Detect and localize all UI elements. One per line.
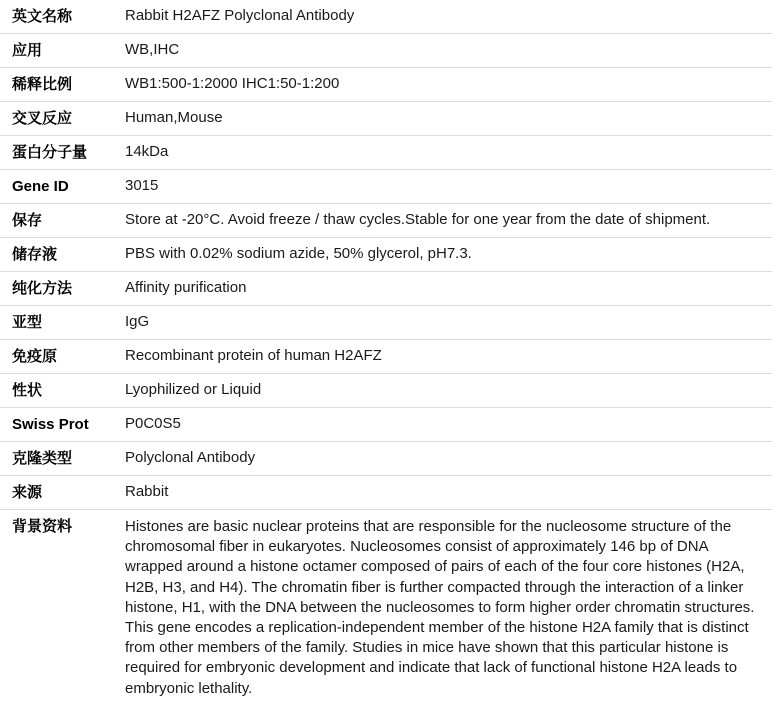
row-value: 3015 [125, 177, 159, 195]
row-value: Human,Mouse [125, 109, 223, 127]
row-value: WB,IHC [125, 41, 180, 59]
row-label: 克隆类型 [12, 449, 73, 467]
table-row [0, 68, 772, 102]
table-row [0, 0, 772, 34]
row-label: Swiss Prot [12, 415, 89, 433]
table-row [0, 408, 772, 442]
row-value: Histones are basic nuclear proteins that are responsible for the nucleosome structure of the chromosomal fiber in eukaryotes. Nucleosomes consist of approximately 146 bp of DNA wrapped around a histone octamer composed of pairs of each of the four core histones (H2A, H2B, H3, and H4). The chromatin fiber is further compacted through the interaction of a linker histone, H1, with the DNA between the nucleosomes to form higher order chromatin structures. This gene encodes a replication-independent member of the histone H2A family that is distinct from other members of the family. Studies in mice have shown that this particular histone is required for embryonic development and indicate that lack of functional histone H2A leads to embryonic lethality. [125, 518, 755, 697]
table-row [0, 102, 772, 136]
table-row [0, 238, 772, 272]
row-label: 蛋白分子量 [12, 143, 88, 161]
table-row [0, 136, 772, 170]
row-label: 免疫原 [12, 347, 58, 365]
row-value: IgG [125, 313, 150, 331]
row-value: P0C0S5 [125, 415, 181, 433]
row-label: 保存 [12, 211, 43, 229]
row-value: Polyclonal Antibody [125, 449, 256, 467]
row-value: Rabbit [125, 483, 169, 501]
row-value: PBS with 0.02% sodium azide, 50% glycerol, pH7.3. [125, 245, 472, 263]
row-value: 14kDa [125, 143, 169, 161]
table-row [0, 374, 772, 408]
table-row [0, 34, 772, 68]
table-row [0, 476, 772, 510]
row-label: 英文名称 [12, 7, 73, 25]
row-label: 应用 [12, 41, 43, 59]
row-value: WB1:500-1:2000 IHC1:50-1:200 [125, 75, 340, 93]
table-row [0, 340, 772, 374]
row-label: 交叉反应 [12, 109, 73, 127]
row-value: Rabbit H2AFZ Polyclonal Antibody [125, 7, 355, 25]
row-value: Affinity purification [125, 279, 247, 297]
table-row [0, 442, 772, 476]
row-value: Recombinant protein of human H2AFZ [125, 347, 382, 365]
row-label: 储存液 [12, 245, 58, 263]
row-label: 亚型 [12, 313, 43, 331]
table-row [0, 170, 772, 204]
row-label: Gene ID [12, 177, 69, 195]
table-row [0, 204, 772, 238]
row-label: 纯化方法 [12, 279, 73, 297]
row-label: 稀释比例 [12, 75, 73, 93]
row-label: 性状 [12, 381, 43, 399]
row-value: Lyophilized or Liquid [125, 381, 262, 399]
table-row [0, 306, 772, 340]
table-row [0, 272, 772, 306]
row-value: Store at -20°C. Avoid freeze / thaw cycles.Stable for one year from the date of shipment. [125, 211, 711, 229]
row-label: 来源 [12, 483, 43, 501]
row-label: 背景资料 [12, 518, 73, 535]
table-row [0, 510, 772, 704]
